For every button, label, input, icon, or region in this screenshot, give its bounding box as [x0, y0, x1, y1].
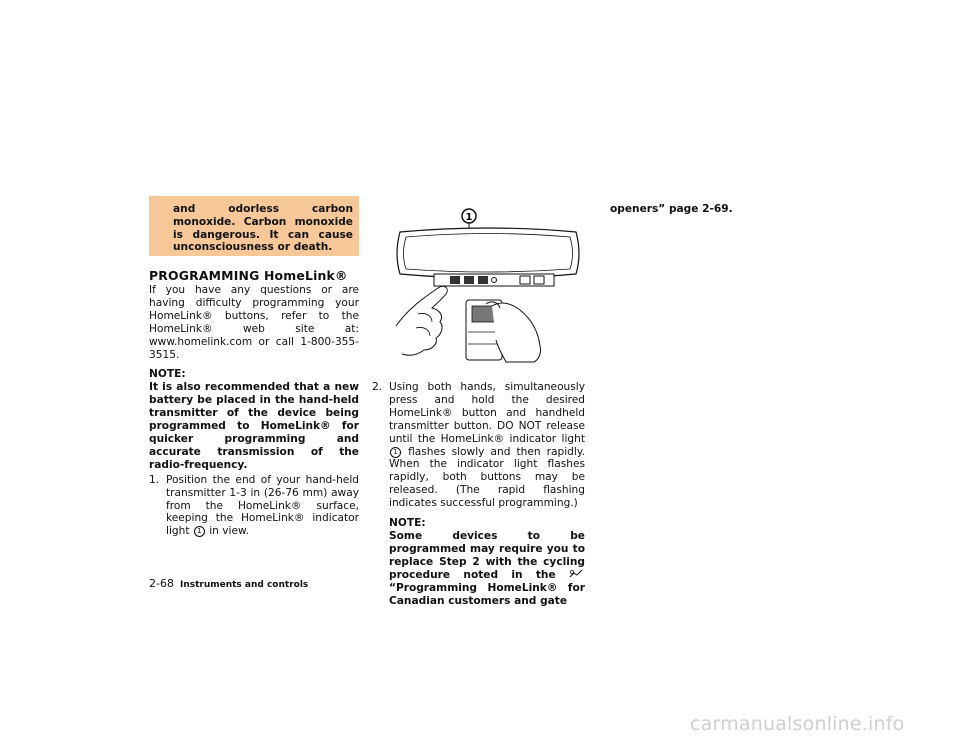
note-2	[372, 517, 585, 607]
column-3	[610, 203, 820, 216]
column-2	[372, 381, 585, 607]
step-1-text-b: in view.	[209, 525, 250, 538]
step-2-number: 2.	[372, 381, 383, 393]
step-2-text-b: flashes slowly and then rapidly. When the indicator light flashes rapidly, both buttons may be released. (The rapid flashing indicates successful programming.)	[389, 445, 585, 510]
note-2-label: NOTE:	[389, 517, 426, 530]
reference-link-icon	[569, 569, 583, 579]
step-1-text-a: Position the end of your hand-held transmitter 1-3 in (26-76 mm) away from the HomeLink® surface, keeping the HomeLink® indicator light	[166, 473, 359, 538]
figure-callout: 1	[465, 212, 473, 223]
column-1	[149, 284, 359, 538]
note-2-text-a: Some devices to be programmed may require you to replace Step 2 with the cycling procedure noted in the	[389, 529, 585, 581]
step-1	[149, 474, 359, 539]
section-heading: PROGRAMMING HomeLink®	[149, 268, 348, 283]
intro-paragraph: If you have any questions or are having difficulty programming your HomeLink® buttons, refer to the HomeLink® web site at: www.homelink.com or call 1-800-355-3515.	[149, 284, 359, 361]
col3-text: openers” page 2-69.	[610, 203, 733, 215]
page-number: 2-68	[149, 577, 174, 590]
step-2-text-a: Using both hands, simultaneously press and hold the desired HomeLink® button and handheld transmitter button. DO NOT release until the HomeLink® indicator light	[389, 381, 585, 445]
callout-1-icon: 1	[194, 526, 205, 537]
callout-1-icon: 1	[390, 447, 401, 458]
page-footer	[149, 577, 308, 590]
watermark: carmanualsonline.info	[690, 713, 905, 735]
section-title: Instruments and controls	[179, 580, 309, 590]
warning-text: and odorless carbon monoxide. Carbon monoxide is dangerous. It can cause unconsciousness or death.	[173, 203, 353, 254]
note-label: NOTE:	[149, 368, 186, 381]
step-2	[372, 381, 585, 510]
step-1-number: 1.	[149, 473, 160, 486]
note-2-text-b: “Programming HomeLink® for Canadian customers and gate	[389, 581, 585, 607]
note-text: It is also recommended that a new battery be placed in the hand-held transmitter of the device being programmed to HomeLink® for quicker programming and accurate transmission of the radio-frequency.	[149, 381, 359, 471]
note-2-text	[389, 530, 585, 607]
homelink-mirror-illustration	[388, 204, 588, 364]
